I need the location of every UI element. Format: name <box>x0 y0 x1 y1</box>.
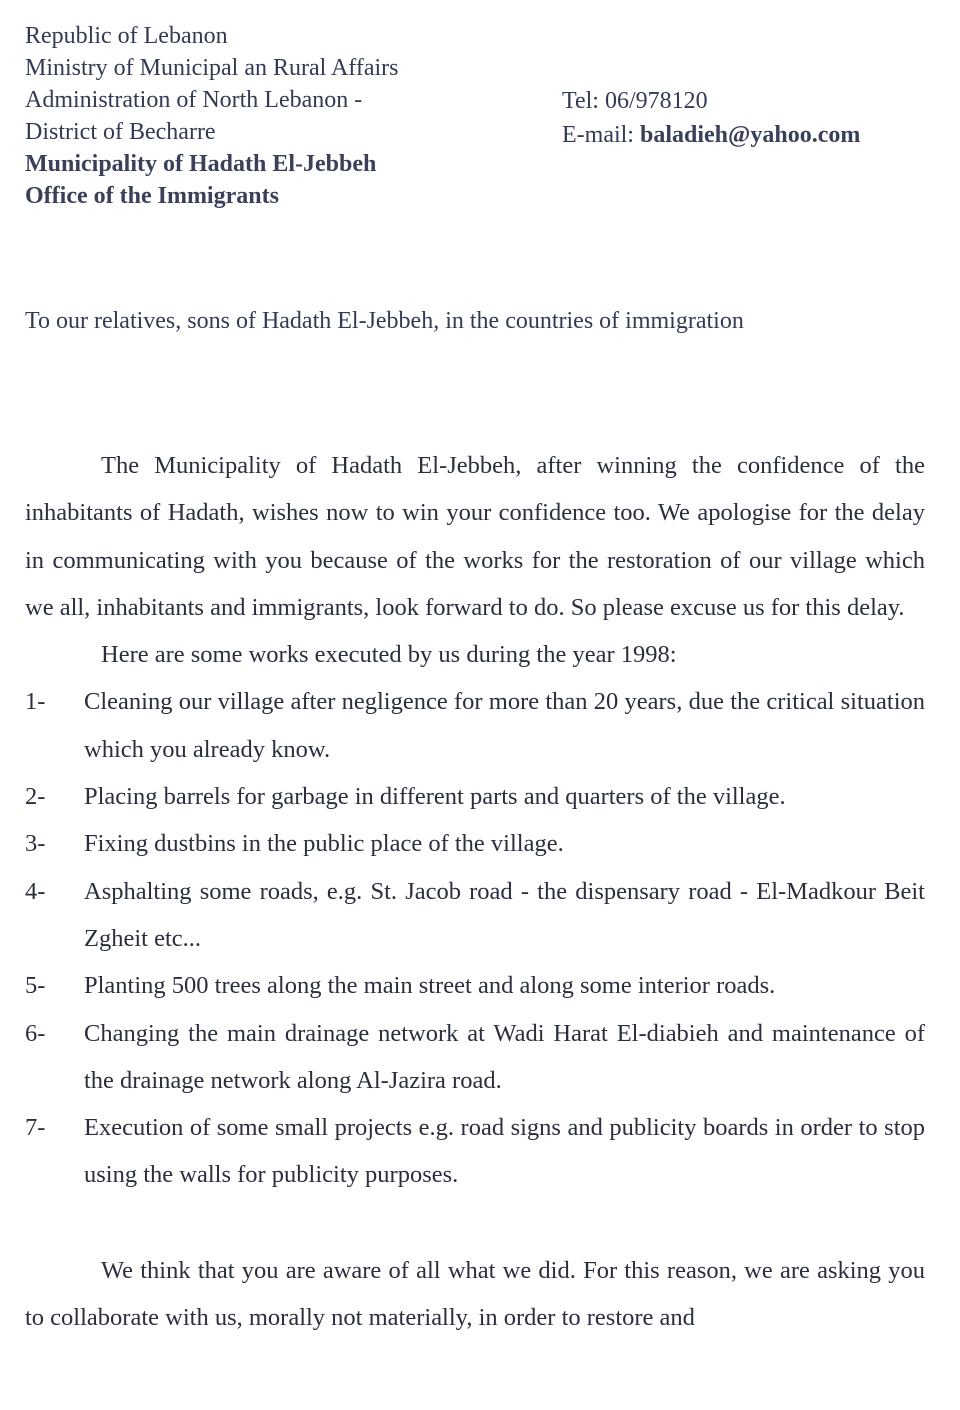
list-item <box>25 820 925 867</box>
list-item <box>25 962 925 1009</box>
letterhead-municipality: Municipality of Hadath El-Jebbeh <box>25 151 377 177</box>
list-item-number: 4- <box>25 877 46 905</box>
paragraph-collaboration: We think that you are aware of all what we did. For this reason, we are asking you to collaborate with us, morally not materially, in order to restore and <box>25 1256 925 1332</box>
list-item-number: 5- <box>25 972 46 1000</box>
list-item <box>25 868 925 963</box>
contact-tel: Tel: 06/978120 <box>562 88 708 114</box>
list-item <box>25 1104 925 1199</box>
works-intro: Here are some works executed by us during the year 1998: <box>101 641 677 669</box>
list-item-text: Changing the main drainage network at Wadi Harat El-diabieh and maintenance of the drainage network along Al-Jazira road. <box>84 1019 925 1094</box>
contact-block <box>562 84 860 152</box>
letterhead <box>25 20 399 212</box>
list-item-text: Placing barrels for garbage in different parts and quarters of the village. <box>84 783 786 811</box>
list-item <box>25 678 925 773</box>
list-item-number: 1- <box>25 688 46 716</box>
letter-body <box>25 442 925 1341</box>
list-item-text: Planting 500 trees along the main street and along some interior roads. <box>84 972 776 1000</box>
contact-email-line <box>562 118 860 152</box>
list-item-text: Cleaning our village after negligence for more than 20 years, due the critical situation which you already know. <box>84 688 925 763</box>
list-item-number: 2- <box>25 783 46 811</box>
works-list <box>25 678 925 1198</box>
letterhead-ministry: Ministry of Municipal an Rural Affairs <box>25 55 399 81</box>
list-item-number: 3- <box>25 830 46 858</box>
list-item-number: 6- <box>25 1019 46 1047</box>
list-item-text: Execution of some small projects e.g. road signs and publicity boards in order to stop using the walls for publicity purposes. <box>84 1114 925 1189</box>
paragraph-spacer <box>25 1199 925 1247</box>
letterhead-district: District of Becharre <box>25 119 216 145</box>
letterhead-administration: Administration of North Lebanon - <box>25 87 363 113</box>
letterhead-office: Office of the Immigrants <box>25 183 279 209</box>
list-item <box>25 1010 925 1105</box>
list-item-number: 7- <box>25 1114 46 1142</box>
contact-email-label: E-mail: <box>562 122 640 148</box>
contact-email: baladieh@yahoo.com <box>639 122 861 148</box>
list-item-text: Fixing dustbins in the public place of the village. <box>84 830 564 858</box>
list-item <box>25 773 925 820</box>
letterhead-country: Republic of Lebanon <box>25 23 228 49</box>
paragraph-intro: The Municipality of Hadath El-Jebbeh, after winning the confidence of the inhabitants of Hadath, wishes now to win your confidence too. We apologise for the delay in communicating with you because of the works for the restoration of our village which we all, inhabitants and immigrants, look forward to do. So please excuse us for this delay. <box>25 452 925 621</box>
list-item-text: Asphalting some roads, e.g. St. Jacob road - the dispensary road - El-Madkour Beit Zgheit etc... <box>84 877 925 952</box>
salutation: To our relatives, sons of Hadath El-Jebbeh, in the countries of immigration <box>25 308 744 334</box>
